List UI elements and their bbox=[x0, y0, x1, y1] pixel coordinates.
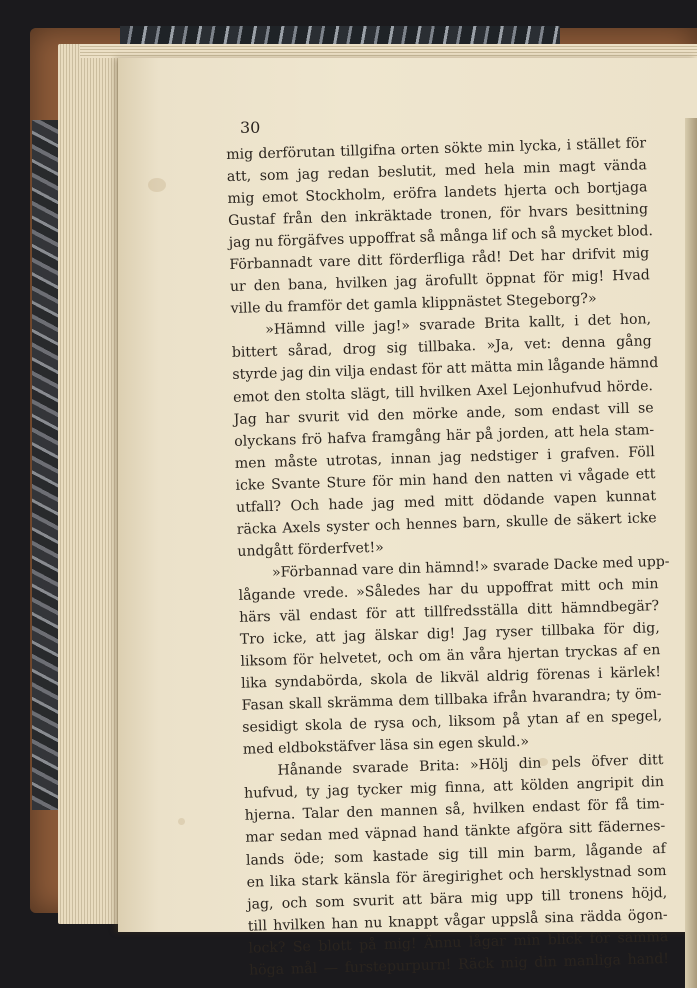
text-line: med eldbokstäfver läsa sin egen skuld.» bbox=[242, 734, 530, 759]
text-line: räcka Axels syster och hennes barn, skulle de säkert icke bbox=[236, 509, 657, 538]
text-line: sesidigt skola de rysa och, liksom på ytan af en spegel, bbox=[242, 708, 663, 736]
page-curl-edge bbox=[685, 118, 697, 988]
text-line: lock? Se blott på mig! Ännu lågar min blick för samma bbox=[248, 928, 669, 957]
text-line: härs väl endast för att tillfredsställa ditt hämndbegär? bbox=[239, 598, 660, 626]
text-line: ville du framför det gamla klippnästet Stegeborg?» bbox=[230, 291, 597, 318]
text-line: Hånande svarade Brita: »Hölj din pels öfver ditt bbox=[277, 752, 664, 780]
text-line: styrde jag din vilja endast för att mätta min lågande hämnd bbox=[232, 355, 659, 384]
text-line: hufvud, ty jag tycker mig finna, att kölden angripit din bbox=[243, 774, 665, 803]
text-line: »Hämnd ville jag!» svarade Brita kallt, i det hon, bbox=[264, 311, 652, 339]
text-line: lika syndabörda, skola de likväl aldrig förenas i kärlek! bbox=[240, 664, 662, 692]
text-line: lågande vrede. »Således har du uppoffrat mitt och min bbox=[238, 576, 659, 604]
text-line: Tro icke, att jag älskar dig! Jag ryser tillbaka för dig, bbox=[239, 620, 660, 648]
text-line: icke Svante Sture för min hand den natten vi vågade ett bbox=[235, 465, 656, 494]
text-line: olyckans frö hafva framgång här på jorden, att hela stam- bbox=[234, 421, 655, 450]
text-line: lands öde; som kastade sig till min barm, lågande af bbox=[245, 840, 667, 869]
body-text bbox=[226, 132, 669, 981]
text-line: höga mål — furstepurpurn! Räck mig din manliga hand! bbox=[248, 950, 670, 979]
text-line: en lika stark känsla för äregirighet och hersklystnad som bbox=[246, 862, 667, 891]
text-line: Jag har svurit vid den mörke ande, som endast vill se bbox=[233, 399, 654, 428]
text-line: liksom för helvetet, och om än våra hjertan tryckas af en bbox=[240, 642, 661, 670]
text-line: »Förbannad vare din hämnd!» svarade Dacke med upp- bbox=[271, 553, 670, 581]
page-number: 30 bbox=[240, 118, 261, 137]
page-edges-top bbox=[80, 44, 697, 58]
text-line: mar sedan med väpnad hand tänkte afgöra sitt fädernes- bbox=[245, 818, 666, 847]
text-line: undgått förderfvet!» bbox=[237, 539, 384, 560]
text-line: hjerna. Talar den mannen så, hvilken endast för få tim- bbox=[244, 796, 665, 825]
text-line: utfall? Och hade jag med mitt dödande vapen kunnat bbox=[235, 487, 657, 516]
text-line: bittert sårad, drog sig tillbaka. »Ja, vet: denna gång bbox=[231, 333, 652, 362]
marbled-board-top bbox=[120, 26, 560, 44]
text-line: Gustaf från den inkräktade tronen, för hvars besittning bbox=[227, 201, 649, 230]
text-line: Förbannadt vare ditt förderfliga råd! Det har drifvit mig bbox=[229, 245, 650, 274]
text-line: men måste utrotas, innan jag nedstiger i grafven. Föll bbox=[234, 443, 655, 472]
text-line: mig emot Stockholm, eröfra landets hjerta och bortjaga bbox=[227, 179, 648, 208]
text-line: emot den stolta slägt, till hvilken Axel Lejonhufvud hörde. bbox=[232, 377, 654, 406]
text-line: att, som jag redan beslutit, med hela min magt vända bbox=[226, 157, 647, 186]
text-line: mig derförutan tillgifna orten sökte min lycka, i stället för bbox=[226, 135, 647, 163]
text-line: jag, och som svurit att bära mig upp till tronens höjd, bbox=[247, 884, 668, 913]
text-line: jag nu förgäfves uppoffrat så många lif och så mycket blod. bbox=[228, 223, 654, 252]
text-line: ur den bana, hvilken jag ärofullt öppnat för mig! Hvad bbox=[229, 267, 651, 296]
text-line: Fasan skall skrämma dem tillbaka ifrån hvarandra; ty öm- bbox=[241, 686, 662, 714]
text-line: till hvilken han nu knappt vågar uppslå sina rädda ögon- bbox=[247, 906, 668, 935]
